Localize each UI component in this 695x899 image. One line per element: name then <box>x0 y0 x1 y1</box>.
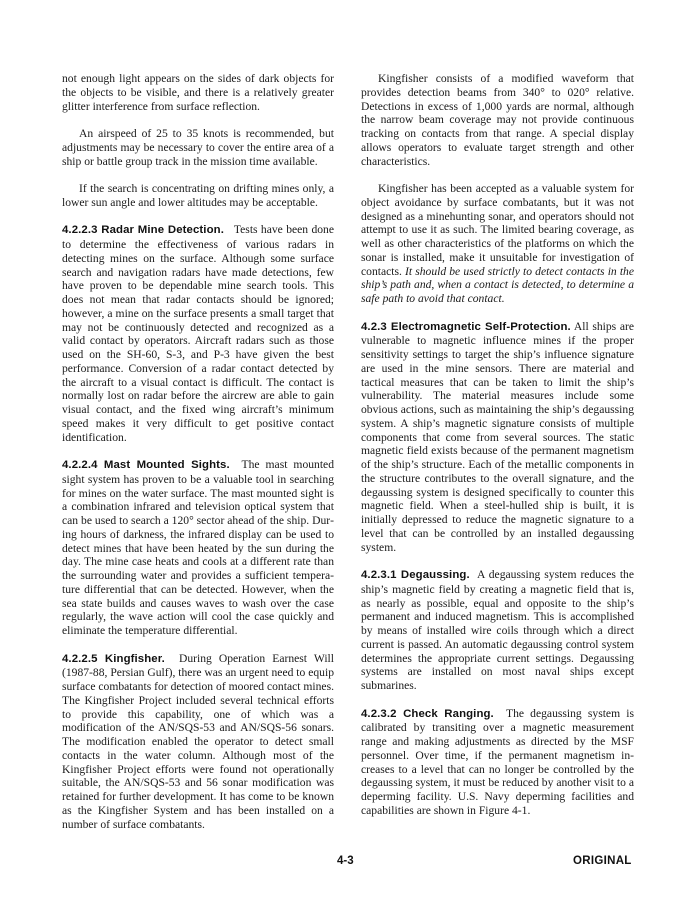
right-column <box>361 72 634 831</box>
page-number: 4-3 <box>337 855 354 867</box>
section-body: Tests have been done to determine the effectiveness of various radars in detecting mines on the surface. Although some surface search and navigation radars have made detections, few have proven to be dependable mine search tools. This does not mean that radar contacts should be ignored; however, a mine on the surface presents a small target that may not be continuously detected and recognized as a valid contact by operators. Aircraft radars such as those used on the SH-60, S-3, and P-3 have given the best performance. Conversion of a radar contact detected by the aircraft to a visual contact is difficult. The contact is normally lost on radar before the aircrew are able to gain visual contact, and the fixed wing aircraft’s minimum speed makes it very difficult to get positive contact identification. <box>62 223 334 444</box>
paragraph <box>361 182 634 306</box>
section-heading: 4.2.3 Electromagnetic Self-Protection. <box>361 320 571 333</box>
section-body: During Operation Earnest Will (1987-88, Persian Gulf), there was an urgent need to equip surface combatants for detection of moored contact mines. The Kingfisher Project included several technical efforts to provide this capability, one of which was a modification of the AN/SQS-53 and AN/SQS-56 sonars. The modification enabled the operator to detect small contacts in the water column. Although most of the Kingfisher Project efforts were found not operationally suitable, the AN/SQS-53 and 56 sonar modification was retained for further development. It has come to be known as the Kingfisher System and has been installed on a number of surface combatants. <box>62 651 334 831</box>
section-heading: 4.2.3.1 Degaussing. <box>361 569 470 581</box>
section-4-2-3 <box>361 320 634 555</box>
paragraph-text: Kingfisher has been accepted as a valuable system for object avoidance by surface combatants, but it was not designed as a minehunting sonar, and operators should not attempt to use it as such. The limited bearing coverage, as well as other characteristics of the platforms on which the sonar is installed, make it unsuitable for investigation of contacts. <box>361 182 634 278</box>
paragraph: An airspeed of 25 to 35 knots is recommended, but adjustments may be necessary to cover the entire area of a ship or battle group track in the mission time available. <box>62 127 334 168</box>
section-4-2-2-5 <box>62 652 334 832</box>
section-heading: 4.2.2.3 Radar Mine Detection. <box>62 224 224 237</box>
paragraph: not enough light appears on the sides of dark objects for the objects to be visible, and there is a relatively greater glitter interference from surface reflection. <box>62 72 334 113</box>
section-heading: 4.2.3.2 Check Ranging. <box>361 707 494 720</box>
section-4-2-2-3 <box>62 223 334 444</box>
revision-status: ORIGINAL <box>573 855 632 867</box>
section-body: The degaussing system is calibrated by transiting over a magnetic measurement range and making adjustments as directed by the MSF personnel. Over time, if the permanent magnetism increases to a level that can no longer be controlled by the degaussing system, it must be reduced by another visit to a deperming facility. U.S. Navy deperming facilities and capabilities are shown in Figure 4-1. <box>361 706 634 817</box>
section-4-2-3-1 <box>361 568 634 693</box>
paragraph: Kingfisher consists of a modified waveform that provides detection beams from 340° to 020° relative. Detections in excess of 1,000 yards are normal, although the narrow beam coverage may not provide continuous tracking on contacts from that range. A special display allows operators to evaluate target strength and other characteristics. <box>361 72 634 168</box>
section-heading: 4.2.2.4 Mast Mounted Sights. <box>62 459 230 471</box>
section-4-2-3-2 <box>361 707 634 818</box>
section-body: A degaussing system reduces the ship’s magnetic field by creating a magnetic field that is, as nearly as possible, equal and opposite to the ship’s permanent and induced magnetism. This is accomplished by means of installed wire coils through which a direct current is passed. An automatic degaussing control system determines the appropriate current settings. Degaussing systems are installed on most naval ships except submarines. <box>361 568 634 692</box>
emphasis-text: It should be used strictly to detect contacts in the ship’s path and, when a contact is detected, to determine a safe path to avoid that contact. <box>361 264 634 305</box>
section-body: The mast mounted sight system has proven to be a valuable tool in searching for mines on the water surface. The mast mounted sight is a combination infrared and television optical system that can be used to search a 120° sector ahead of the ship. During hours of darkness, the infrared display can be used to detect mines that have been heated by the sun during the day. The mine case heats and cools at a different rate than the surrounding water and provides a sufficient temperature differential that can be detected. However, when the sea state builds and causes waves to wash over the case regularly, the wave action will cool the case quickly and eliminate the temperature differential. <box>62 458 334 637</box>
paragraph: If the search is concentrating on drifting mines only, a lower sun angle and lower altitudes may be acceptable. <box>62 182 334 209</box>
section-4-2-2-4 <box>62 458 334 638</box>
left-column <box>62 72 334 845</box>
section-body: All ships are vulnerable to magnetic influence mines if the proper sensitivity settings to target the ship’s influence signature are used in the mine sensors. There are material and tactical measures that can be taken to limit the ship’s vulnerability. The material measures include some obvious actions, such as maintaining the ship’s degaussing system. A ship’s magnetic signature consists of multiple components that come from several sources. The static magnetic field exists because of the permanent magnetism of the ship’s structure. Each of the metallic components in the structure contributes to the overall signature, and the degaussing system is designed specifically to counter this magnetic field. When a steel-hulled ship is built, it is initially depressed to reduce the magnetic signature to a level that can be controlled by an installed degaussing system. <box>361 319 634 554</box>
section-heading: 4.2.2.5 Kingfisher. <box>62 652 165 665</box>
